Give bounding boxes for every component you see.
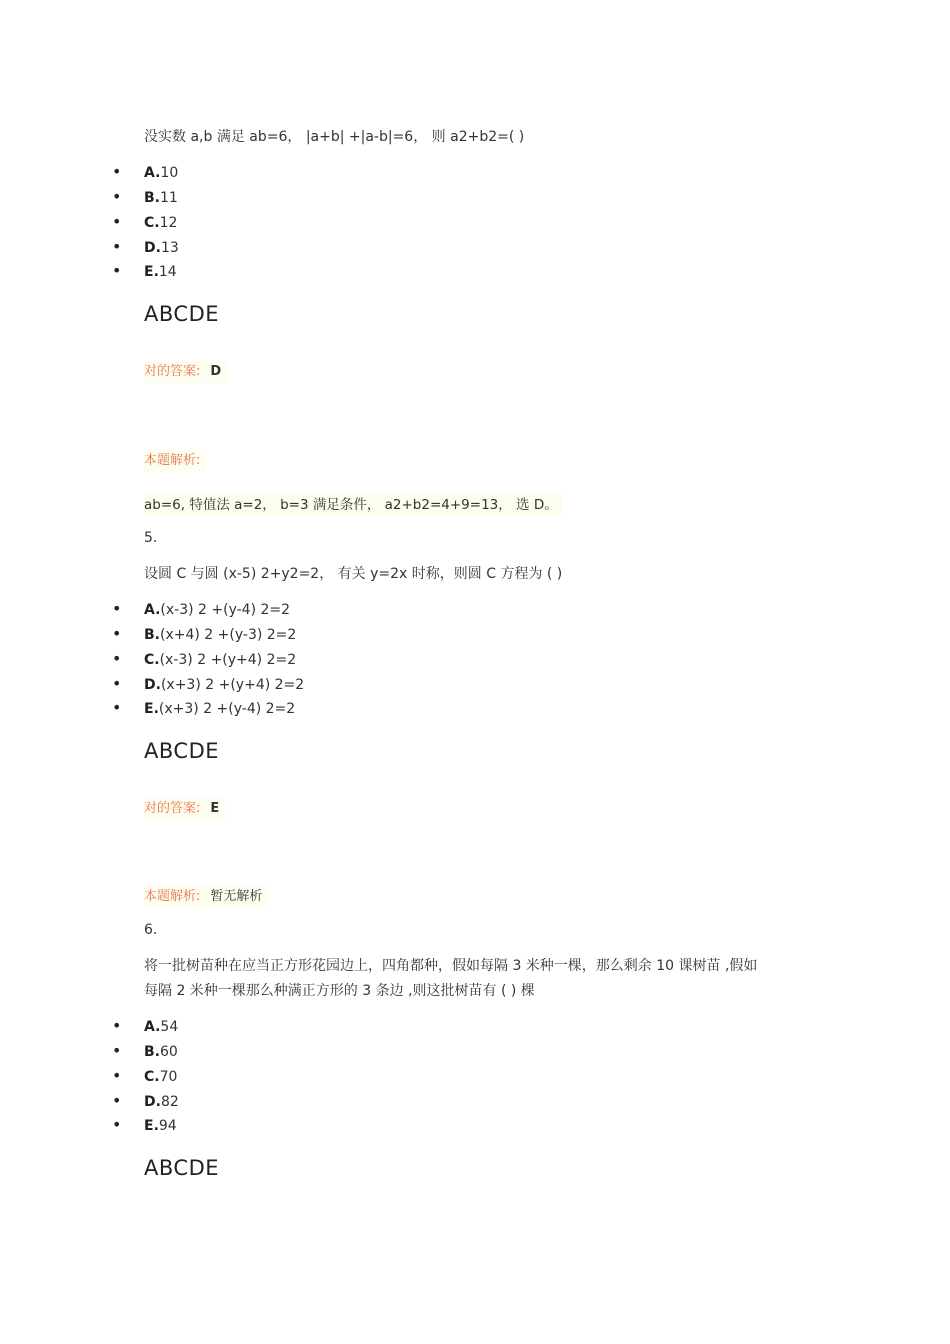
analysis-label: 本题解析: <box>144 889 201 904</box>
bullet-icon: • <box>112 1016 122 1035</box>
question-6-stem-line2: 每隔 2 米种一棵那么种满正方形的 3 条边 ,则这批树苗有 ( ) 棵 <box>144 983 535 999</box>
q5-option-e[interactable]: • E.(x+3) 2 +(y-4) 2=2 <box>112 695 295 720</box>
q4-correct-answer <box>144 361 227 383</box>
bullet-icon: • <box>112 1041 122 1060</box>
correct-answer-value: E <box>210 801 220 816</box>
bullet-icon: • <box>112 698 122 717</box>
bullet-icon: • <box>112 1091 122 1110</box>
bullet-icon: • <box>112 212 122 231</box>
q4-option-c[interactable]: • C.12 <box>112 209 177 234</box>
q6-option-d[interactable]: • D.82 <box>112 1088 179 1113</box>
q4-option-b[interactable]: • B.11 <box>112 184 178 209</box>
analysis-text: 暂无解析 <box>210 889 263 904</box>
q4-option-a[interactable]: • A.10 <box>112 159 178 184</box>
question-5-number: 5. <box>144 530 158 546</box>
q5-option-d[interactable]: • D.(x+3) 2 +(y+4) 2=2 <box>112 671 304 696</box>
question-6-stem-line1: 将一批树苗种在应当正方形花园边上，四角都种，假如每隔 3 米种一棵，那么剩余 10 课树苗 ,假如 <box>144 958 758 974</box>
q4-analysis-header <box>144 450 206 472</box>
bullet-icon: • <box>112 187 122 206</box>
bullet-icon: • <box>112 599 122 618</box>
bullet-icon: • <box>112 237 122 256</box>
correct-answer-label: 对的答案: <box>144 801 201 816</box>
q5-analysis <box>144 886 268 908</box>
q5-option-c[interactable]: • C.(x-3) 2 +(y+4) 2=2 <box>112 646 296 671</box>
bullet-icon: • <box>112 162 122 181</box>
q4-option-d[interactable]: • D.13 <box>112 234 179 259</box>
q4-option-e[interactable]: • E.14 <box>112 258 177 283</box>
q6-option-e[interactable]: • E.94 <box>112 1112 177 1137</box>
correct-answer-value: D <box>210 364 222 379</box>
bullet-icon: • <box>112 261 122 280</box>
analysis-label: 本题解析: <box>144 453 201 468</box>
q6-answer-choices[interactable]: ABCDE <box>144 1156 220 1180</box>
q5-answer-choices[interactable]: ABCDE <box>144 739 220 763</box>
q6-option-c[interactable]: • C.70 <box>112 1063 177 1088</box>
bullet-icon: • <box>112 649 122 668</box>
q6-option-b[interactable]: • B.60 <box>112 1038 178 1063</box>
bullet-icon: • <box>112 1066 122 1085</box>
bullet-icon: • <box>112 1115 122 1134</box>
q5-correct-answer <box>144 798 225 820</box>
question-5-stem: 设圆 C 与圆 (x-5) 2+y2=2， 有关 y=2x 时称，则圆 C 方程为 ( ) <box>144 566 563 582</box>
correct-answer-label: 对的答案: <box>144 364 201 379</box>
q5-option-a[interactable]: • A.(x-3) 2 +(y-4) 2=2 <box>112 596 290 621</box>
question-4-stem: 没实数 a,b 满足 ab=6， |a+b| +|a-b|=6， 则 a2+b2=( ) <box>144 129 525 145</box>
q6-option-a[interactable]: • A.54 <box>112 1013 178 1038</box>
question-6-number: 6. <box>144 922 158 938</box>
q4-answer-choices[interactable]: ABCDE <box>144 302 220 326</box>
bullet-icon: • <box>112 674 122 693</box>
q4-analysis-text: ab=6, 特值法 a=2， b=3 满足条件， a2+b2=4+9=13， 选 D。 <box>144 494 562 516</box>
bullet-icon: • <box>112 624 122 643</box>
q5-option-b[interactable]: • B.(x+4) 2 +(y-3) 2=2 <box>112 621 296 646</box>
